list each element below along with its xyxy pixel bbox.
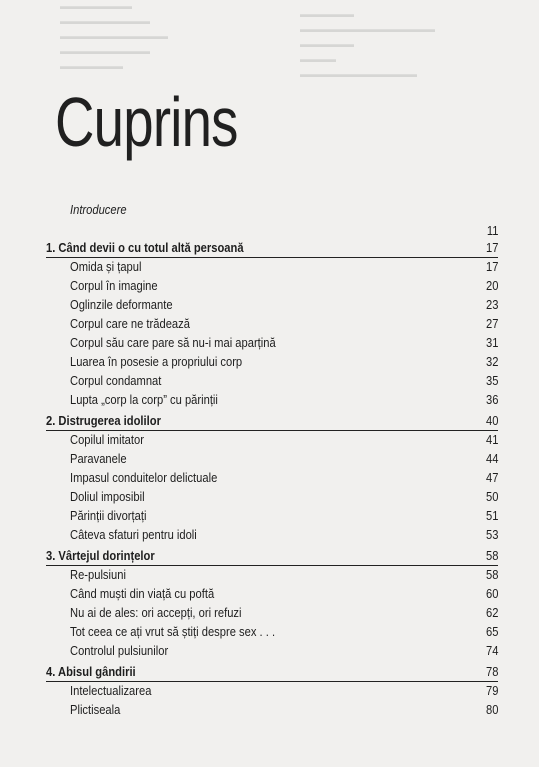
toc-entry [0,682,539,700]
entry-page: 27 [485,316,498,331]
entry-label: Omida și țapul [70,259,142,274]
toc-entry [0,334,539,352]
toc-intro-page: 11 [486,223,498,238]
toc-entry [0,372,539,390]
entry-page: 79 [485,683,498,698]
toc-chapter-1 [0,239,539,257]
toc-entry [0,450,539,468]
entry-page: 47 [485,470,498,485]
entry-label: Corpul său care pare să nu-i mai aparțină [70,335,276,350]
show-through-right: ▬▬▬▬▬▬ ▬▬▬▬▬▬▬▬▬▬▬▬▬▬▬ ▬▬▬▬▬▬ ▬▬▬▬ ▬▬▬▬▬▬▬▬▬▬▬▬▬ [300,9,435,79]
entry-label: Impasul conduitelor delictuale [70,470,218,485]
entry-label: Tot ceea ce ați vrut să știți despre sex . . . [70,624,276,639]
entry-page: 17 [485,259,498,274]
toc-entry [0,642,539,660]
entry-page: 80 [485,702,498,717]
toc-entry [0,488,539,506]
entry-label: Intelectualizarea [70,683,152,698]
entry-page: 32 [485,354,498,369]
page-title: Cuprins [55,83,238,161]
toc-entry [0,353,539,371]
entry-label: Corpul condamnat [70,373,162,388]
entry-page: 50 [485,489,498,504]
toc-entry [0,507,539,525]
toc-entry [0,526,539,544]
toc-entry [0,701,539,719]
entry-page: 23 [485,297,498,312]
chapter-title: 1. Când devii o cu totul altă persoană [46,240,244,255]
entry-label: Copilul imitator [70,432,144,447]
entry-page: 74 [485,643,498,658]
entry-page: 62 [485,605,498,620]
toc-entry [0,315,539,333]
chapter-page: 58 [485,548,498,563]
toc-chapter-4 [0,663,539,681]
entry-page: 20 [485,278,498,293]
entry-label: Câteva sfaturi pentru idoli [70,527,197,542]
entry-label: Oglinzile deformante [70,297,173,312]
chapter-page: 17 [485,240,498,255]
toc-intro-label: Introducere [70,202,127,217]
entry-page: 60 [485,586,498,601]
toc-entry [0,277,539,295]
toc-entry [0,469,539,487]
toc-entry [0,604,539,622]
toc-entry [0,391,539,409]
chapter-page: 40 [485,413,498,428]
chapter-title: 3. Vârtejul dorințelor [46,548,155,563]
toc-chapter-3 [0,547,539,565]
entry-label: Luarea în posesie a propriului corp [70,354,243,369]
entry-label: Nu ai de ales: ori accepți, ori refuzi [70,605,242,620]
entry-page: 58 [485,567,498,582]
toc-entry [0,623,539,641]
entry-page: 65 [485,624,498,639]
entry-page: 36 [485,392,498,407]
chapter-title: 4. Abisul gândirii [46,664,136,679]
toc-intro-page-row [0,222,539,240]
entry-page: 41 [485,432,498,447]
entry-label: Lupta „corp la corp” cu părinții [70,392,218,407]
entry-page: 31 [485,335,498,350]
toc-entry [0,258,539,276]
entry-label: Corpul în imagine [70,278,158,293]
chapter-title: 2. Distrugerea idolilor [46,413,161,428]
entry-label: Re-pulsiuni [70,567,126,582]
toc-entry [0,585,539,603]
entry-label: Paravanele [70,451,127,466]
entry-page: 53 [485,527,498,542]
entry-label: Când muști din viață cu poftă [70,586,215,601]
entry-label: Părinții divorțați [70,508,147,523]
toc-intro [0,201,539,219]
entry-label: Controlul pulsiunilor [70,643,169,658]
entry-label: Corpul care ne trădează [70,316,190,331]
toc-chapter-2 [0,412,539,430]
show-through-left: ▬▬▬▬▬▬▬▬ ▬▬▬▬▬▬▬▬▬▬ ▬▬▬▬▬▬▬▬▬▬▬▬ ▬▬▬▬▬▬▬▬▬▬ ▬▬▬▬▬▬▬ [60,1,168,71]
toc-entry [0,431,539,449]
chapter-page: 78 [485,664,498,679]
entry-label: Plictiseala [70,702,121,717]
entry-page: 44 [485,451,498,466]
entry-label: Doliul imposibil [70,489,145,504]
toc-entry [0,296,539,314]
entry-page: 51 [485,508,498,523]
entry-page: 35 [485,373,498,388]
toc-entry [0,566,539,584]
